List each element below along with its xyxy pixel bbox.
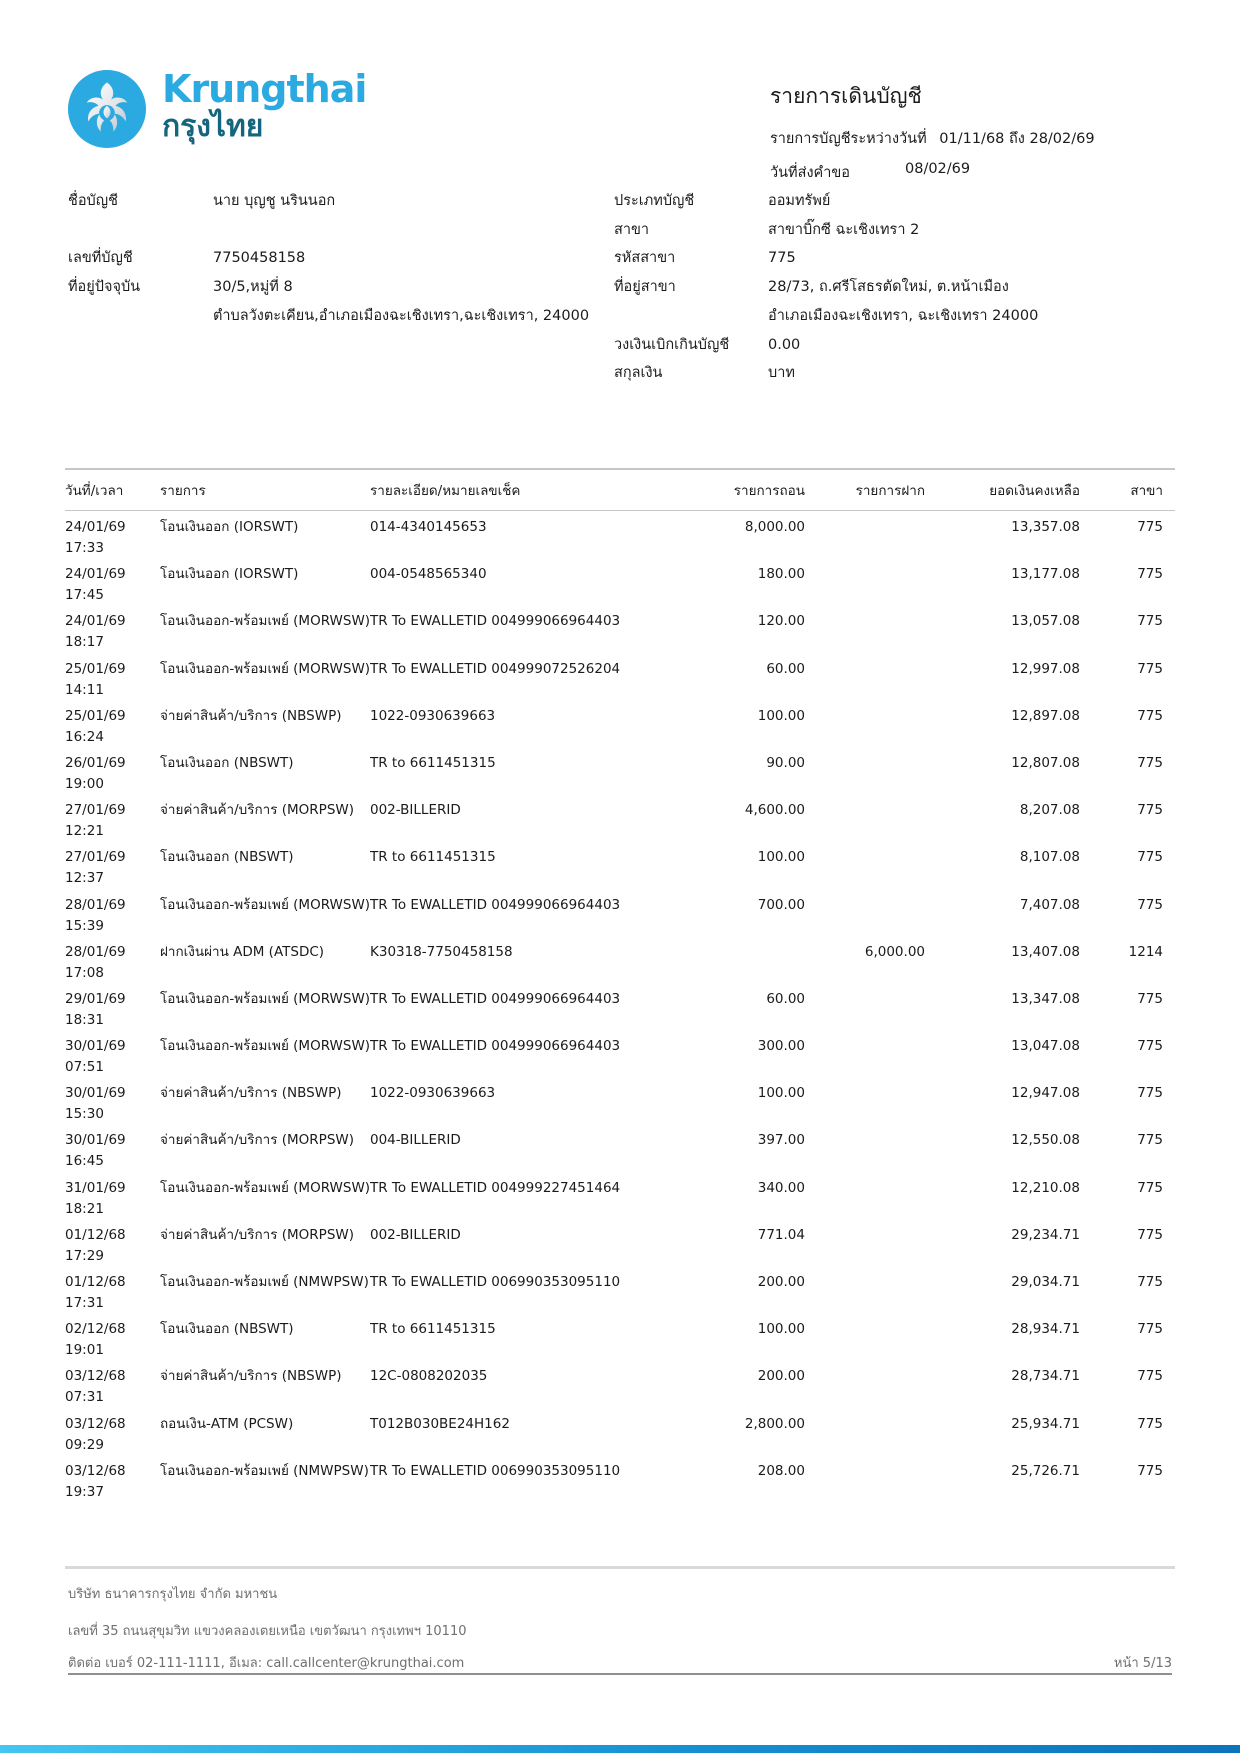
table-header-cell: รายการฝาก xyxy=(855,483,925,499)
account-field-label: ที่อยู่ปัจจุบัน xyxy=(68,279,141,296)
table-row xyxy=(65,841,1175,888)
cell-balance: 12,210.08 xyxy=(1011,1179,1080,1196)
cell-detail: TR To EWALLETID 006990353095110 xyxy=(370,1274,621,1290)
txn-date: 02/12/68 xyxy=(65,1321,126,1338)
cell-detail: TR To EWALLETID 004999066964403 xyxy=(370,990,621,1007)
cell-balance: 13,047.08 xyxy=(1011,1038,1080,1055)
cell-detail: TR To EWALLETID 004999066964403 xyxy=(370,613,621,630)
cell-datetime xyxy=(65,753,160,794)
cell-deposit xyxy=(805,564,925,605)
cell-description: จ่ายค่าสินค้า/บริการ (MORPSW) xyxy=(160,1132,355,1149)
cell-balance: 13,177.08 xyxy=(1011,566,1080,583)
cell-withdrawal: 100.00 xyxy=(757,1321,805,1338)
cell-detail: 1022-0930639663 xyxy=(370,707,496,724)
cell-datetime xyxy=(65,1178,160,1219)
cell-withdrawal: 90.00 xyxy=(766,754,805,771)
request-date-label: วันที่ส่งคำขอ xyxy=(770,165,851,181)
table-row xyxy=(65,511,1175,558)
account-field-value: 775 xyxy=(768,250,796,267)
statement-period xyxy=(770,127,1180,150)
cell-description: โอนเงินออก (IORSWT) xyxy=(160,566,299,583)
txn-date: 01/12/68 xyxy=(65,1226,126,1243)
cell-branch: 775 xyxy=(1137,519,1163,535)
txn-time: 17:31 xyxy=(65,1295,104,1311)
cell-balance: 7,407.08 xyxy=(1019,896,1080,913)
cell-balance: 12,550.08 xyxy=(1011,1132,1080,1149)
cell-description: ฝากเงินผ่าน ADM (ATSDC) xyxy=(160,943,325,960)
cell-datetime xyxy=(65,611,160,652)
table-row xyxy=(65,747,1175,794)
cell-description: โอนเงินออก-พร้อมเพย์ (MORWSW) xyxy=(160,896,370,913)
account-field-value: บาท xyxy=(768,365,795,382)
cell-withdrawal: 208.00 xyxy=(757,1462,805,1479)
cell-branch: 775 xyxy=(1137,1368,1163,1385)
cell-description: โอนเงินออก-พร้อมเพย์ (MORWSW) xyxy=(160,660,370,677)
cell-withdrawal: 4,600.00 xyxy=(744,802,805,819)
cell-withdrawal: 300.00 xyxy=(757,1038,805,1055)
txn-time: 18:31 xyxy=(65,1011,104,1028)
cell-detail: T012B030BE24H162 xyxy=(370,1415,510,1432)
brand-logo xyxy=(68,67,367,148)
cell-deposit xyxy=(805,517,925,558)
cell-datetime xyxy=(65,659,160,700)
txn-time: 14:11 xyxy=(65,681,104,698)
txn-date: 24/01/69 xyxy=(65,566,126,583)
cell-deposit xyxy=(805,1130,925,1171)
table-row xyxy=(65,1124,1175,1171)
cell-balance: 25,934.71 xyxy=(1011,1415,1080,1432)
txn-time: 19:00 xyxy=(65,775,104,792)
cell-deposit xyxy=(805,706,925,747)
cell-description: โอนเงินออก-พร้อมเพย์ (MORWSW) xyxy=(160,1038,370,1055)
bottom-brand-bar xyxy=(0,1745,1240,1753)
table-row xyxy=(65,936,1175,983)
table-row xyxy=(65,1172,1175,1219)
cell-branch: 775 xyxy=(1137,849,1163,866)
cell-branch: 1214 xyxy=(1128,943,1163,960)
txn-time: 17:08 xyxy=(65,964,104,981)
cell-branch: 775 xyxy=(1137,754,1163,771)
table-header-row xyxy=(65,468,1175,511)
cell-balance: 8,207.08 xyxy=(1019,802,1080,819)
txn-time: 16:45 xyxy=(65,1153,104,1170)
cell-detail: 004-0548565340 xyxy=(370,566,487,583)
table-header-cell: รายการถอน xyxy=(733,483,805,499)
txn-time: 15:30 xyxy=(65,1106,104,1123)
account-field-value-line2: ตำบลวังตะเคียน,อำเภอเมืองฉะเชิงเทรา,ฉะเชิงเทรา, 24000 xyxy=(213,307,590,324)
cell-deposit xyxy=(805,1366,925,1407)
cell-balance: 13,357.08 xyxy=(1011,519,1080,535)
cell-balance: 12,807.08 xyxy=(1011,754,1080,771)
cell-description: จ่ายค่าสินค้า/บริการ (NBSWP) xyxy=(160,707,342,724)
brand-name-th: กรุงไทย xyxy=(162,109,264,144)
cell-branch: 775 xyxy=(1137,802,1163,819)
cell-description: โอนเงินออก (NBSWT) xyxy=(160,754,294,771)
table-row xyxy=(65,558,1175,605)
txn-time: 18:21 xyxy=(65,1200,104,1217)
cell-detail: TR to 6611451315 xyxy=(370,849,496,866)
cell-balance: 12,997.08 xyxy=(1011,660,1080,677)
cell-deposit xyxy=(805,895,925,936)
txn-date: 31/01/69 xyxy=(65,1179,126,1196)
cell-deposit xyxy=(805,753,925,794)
table-row xyxy=(65,1455,1175,1502)
cell-branch: 775 xyxy=(1137,1321,1163,1338)
table-header-cell: รายละเอียด/หมายเลขเช็ค xyxy=(370,483,521,499)
txn-time: 12:21 xyxy=(65,823,104,840)
account-field-label: ที่อยู่สาขา xyxy=(614,279,676,296)
account-field-label: รหัสสาขา xyxy=(614,250,676,267)
table-row xyxy=(65,1030,1175,1077)
account-field-value-line2: อำเภอเมืองฉะเชิงเทรา, ฉะเชิงเทรา 24000 xyxy=(768,307,1039,324)
cell-detail: 002-BILLERID xyxy=(370,802,461,819)
cell-branch: 775 xyxy=(1137,660,1163,677)
table-row xyxy=(65,983,1175,1030)
txn-time: 17:45 xyxy=(65,587,104,604)
txn-date: 27/01/69 xyxy=(65,802,126,819)
cell-withdrawal: 100.00 xyxy=(757,707,805,724)
cell-datetime xyxy=(65,1366,160,1407)
table-row xyxy=(65,1077,1175,1124)
cell-deposit xyxy=(805,1083,925,1124)
account-field-label: วงเงินเบิกเกินบัญชี xyxy=(614,336,730,353)
footer-contact: ติดต่อ เบอร์ 02-111-1111, อีเมล: call.callcenter@krungthai.com xyxy=(68,1656,465,1671)
cell-detail: 002-BILLERID xyxy=(370,1226,461,1243)
cell-deposit xyxy=(805,847,925,888)
page-number: หน้า 5/13 xyxy=(1113,1656,1172,1671)
table-row xyxy=(65,1266,1175,1313)
table-row xyxy=(65,605,1175,652)
cell-branch: 775 xyxy=(1137,613,1163,630)
cell-datetime xyxy=(65,847,160,888)
txn-date: 30/01/69 xyxy=(65,1085,126,1102)
cell-withdrawal: 180.00 xyxy=(757,566,805,583)
cell-deposit xyxy=(805,1319,925,1360)
txn-date: 28/01/69 xyxy=(65,896,126,913)
cell-detail: TR To EWALLETID 004999066964403 xyxy=(370,896,621,913)
cell-datetime xyxy=(65,517,160,558)
table-row xyxy=(65,794,1175,841)
cell-withdrawal: 397.00 xyxy=(757,1132,805,1149)
document-title: รายการเดินบัญชี xyxy=(770,84,922,108)
statement-period-value: 01/11/68 ถึง 28/02/69 xyxy=(939,131,1095,147)
cell-description: โอนเงินออก-พร้อมเพย์ (MORWSW) xyxy=(160,1179,370,1196)
cell-datetime xyxy=(65,1225,160,1266)
txn-time: 07:51 xyxy=(65,1059,104,1076)
cell-withdrawal: 60.00 xyxy=(766,660,805,677)
brand-name-en: Krungthai xyxy=(162,67,367,111)
account-field-label: สกุลเงิน xyxy=(614,365,663,382)
cell-branch: 775 xyxy=(1137,1038,1163,1055)
table-header-cell: รายการ xyxy=(160,483,206,499)
cell-balance: 29,234.71 xyxy=(1011,1226,1080,1243)
cell-branch: 775 xyxy=(1137,707,1163,724)
cell-balance: 13,407.08 xyxy=(1011,943,1080,960)
transactions-table xyxy=(65,468,1175,1502)
table-header-cell: สาขา xyxy=(1130,483,1163,499)
cell-branch: 775 xyxy=(1137,1179,1163,1196)
txn-date: 24/01/69 xyxy=(65,519,126,535)
cell-branch: 775 xyxy=(1137,1274,1163,1290)
txn-time: 17:33 xyxy=(65,540,104,556)
table-row xyxy=(65,700,1175,747)
txn-date: 24/01/69 xyxy=(65,613,126,630)
cell-withdrawal xyxy=(650,942,805,983)
cell-detail: TR To EWALLETID 004999227451464 xyxy=(370,1179,621,1196)
cell-withdrawal: 60.00 xyxy=(766,990,805,1007)
cell-branch: 775 xyxy=(1137,566,1163,583)
cell-deposit xyxy=(805,1272,925,1313)
txn-date: 30/01/69 xyxy=(65,1132,126,1149)
txn-time: 19:37 xyxy=(65,1483,104,1500)
cell-description: จ่ายค่าสินค้า/บริการ (MORPSW) xyxy=(160,802,355,819)
txn-time: 18:17 xyxy=(65,634,104,651)
cell-description: โอนเงินออก-พร้อมเพย์ (MORWSW) xyxy=(160,613,370,630)
table-row xyxy=(65,1219,1175,1266)
account-field-label: เลขที่บัญชี xyxy=(68,250,133,267)
cell-withdrawal: 200.00 xyxy=(757,1368,805,1385)
cell-balance: 12,897.08 xyxy=(1011,707,1080,724)
cell-description: จ่ายค่าสินค้า/บริการ (NBSWP) xyxy=(160,1085,342,1102)
cell-deposit xyxy=(805,1461,925,1502)
cell-withdrawal: 340.00 xyxy=(757,1179,805,1196)
footer-address: เลขที่ 35 ถนนสุขุมวิท แขวงคลองเตยเหนือ เขตวัฒนา กรุงเทพฯ 10110 xyxy=(68,1624,467,1639)
cell-deposit xyxy=(805,1178,925,1219)
txn-time: 17:29 xyxy=(65,1247,104,1264)
krungthai-bird-icon xyxy=(68,70,146,148)
cell-detail: 12C-0808202035 xyxy=(370,1368,488,1385)
txn-date: 26/01/69 xyxy=(65,754,126,771)
account-field-value: นาย บุญชู นรินนอก xyxy=(213,193,336,209)
cell-balance: 8,107.08 xyxy=(1019,849,1080,866)
cell-detail: TR to 6611451315 xyxy=(370,1321,496,1338)
cell-datetime xyxy=(65,895,160,936)
txn-date: 27/01/69 xyxy=(65,849,126,866)
cell-branch: 775 xyxy=(1137,1226,1163,1243)
cell-datetime xyxy=(65,1130,160,1171)
footer-company: บริษัท ธนาคารกรุงไทย จำกัด มหาชน xyxy=(68,1587,278,1602)
cell-description: โอนเงินออก (NBSWT) xyxy=(160,1321,294,1338)
txn-date: 25/01/69 xyxy=(65,660,126,677)
cell-description: โอนเงินออก-พร้อมเพย์ (NMWPSW) xyxy=(160,1462,369,1479)
txn-date: 03/12/68 xyxy=(65,1415,126,1432)
account-field-value: สาขาบิ๊กซี ฉะเชิงเทรา 2 xyxy=(768,221,920,238)
cell-deposit: 6,000.00 xyxy=(864,943,925,960)
cell-description: จ่ายค่าสินค้า/บริการ (MORPSW) xyxy=(160,1226,355,1243)
account-field-value: 28/73, ถ.ศรีโสธรตัดใหม่, ต.หน้าเมือง xyxy=(768,279,1009,296)
account-field-value: 7750458158 xyxy=(213,250,306,267)
cell-detail: TR to 6611451315 xyxy=(370,754,496,771)
cell-detail: TR To EWALLETID 006990353095110 xyxy=(370,1462,621,1479)
cell-deposit xyxy=(805,1036,925,1077)
table-row xyxy=(65,1313,1175,1360)
cell-description: โอนเงินออก (IORSWT) xyxy=(160,519,299,535)
account-field-value: ออมทรัพย์ xyxy=(768,193,831,209)
cell-detail: TR To EWALLETID 004999066964403 xyxy=(370,1038,621,1055)
cell-description: โอนเงินออก (NBSWT) xyxy=(160,849,294,866)
account-field-label: ชื่อบัญชี xyxy=(68,193,118,209)
cell-detail: TR To EWALLETID 004999072526204 xyxy=(370,660,621,677)
cell-branch: 775 xyxy=(1137,1085,1163,1102)
table-row xyxy=(65,1360,1175,1407)
cell-description: จ่ายค่าสินค้า/บริการ (NBSWP) xyxy=(160,1368,342,1385)
cell-datetime xyxy=(65,1461,160,1502)
cell-datetime xyxy=(65,706,160,747)
txn-time: 09:29 xyxy=(65,1436,104,1453)
table-bottom-divider xyxy=(65,1566,1175,1569)
cell-withdrawal: 700.00 xyxy=(757,896,805,913)
cell-deposit xyxy=(805,659,925,700)
cell-withdrawal: 771.04 xyxy=(757,1226,805,1243)
document-header xyxy=(770,80,1180,190)
cell-withdrawal: 8,000.00 xyxy=(744,519,805,535)
cell-withdrawal: 200.00 xyxy=(757,1274,805,1290)
cell-detail: 1022-0930639663 xyxy=(370,1085,496,1102)
txn-time: 07:31 xyxy=(65,1389,104,1406)
cell-detail: 014-4340145653 xyxy=(370,519,487,535)
cell-balance: 28,934.71 xyxy=(1011,1321,1080,1338)
cell-deposit xyxy=(805,1225,925,1266)
cell-deposit xyxy=(805,611,925,652)
cell-balance: 12,947.08 xyxy=(1011,1085,1080,1102)
cell-datetime xyxy=(65,1083,160,1124)
txn-date: 28/01/69 xyxy=(65,943,126,960)
cell-detail: 004-BILLERID xyxy=(370,1132,461,1149)
account-field-value: 0.00 xyxy=(768,336,801,353)
cell-balance: 25,726.71 xyxy=(1011,1462,1080,1479)
txn-date: 25/01/69 xyxy=(65,707,126,724)
cell-balance: 13,347.08 xyxy=(1011,990,1080,1007)
cell-deposit xyxy=(805,989,925,1030)
cell-withdrawal: 100.00 xyxy=(757,849,805,866)
table-header-cell: วันที่/เวลา xyxy=(65,483,124,499)
account-field-label: สาขา xyxy=(614,221,650,238)
cell-withdrawal: 2,800.00 xyxy=(744,1415,805,1432)
cell-datetime xyxy=(65,1272,160,1313)
cell-branch: 775 xyxy=(1137,1415,1163,1432)
cell-datetime xyxy=(65,989,160,1030)
cell-description: โอนเงินออก-พร้อมเพย์ (NMWPSW) xyxy=(160,1274,369,1290)
cell-branch: 775 xyxy=(1137,896,1163,913)
cell-balance: 29,034.71 xyxy=(1011,1274,1080,1290)
cell-branch: 775 xyxy=(1137,990,1163,1007)
txn-date: 29/01/69 xyxy=(65,990,126,1007)
cell-datetime xyxy=(65,1319,160,1360)
txn-date: 03/12/68 xyxy=(65,1462,126,1479)
request-date xyxy=(770,161,1180,181)
statement-period-label: รายการบัญชีระหว่างวันที่ xyxy=(770,131,927,147)
cell-description: ถอนเงิน-ATM (PCSW) xyxy=(160,1415,294,1432)
txn-time: 16:24 xyxy=(65,728,104,745)
cell-branch: 775 xyxy=(1137,1462,1163,1479)
cell-deposit xyxy=(805,1414,925,1455)
table-row xyxy=(65,1408,1175,1455)
txn-date: 01/12/68 xyxy=(65,1274,126,1290)
cell-withdrawal: 120.00 xyxy=(757,613,805,630)
table-row xyxy=(65,889,1175,936)
table-header-cell: ยอดเงินคงเหลือ xyxy=(989,483,1080,499)
footer-divider xyxy=(68,1673,1172,1675)
cell-datetime xyxy=(65,942,160,983)
cell-deposit xyxy=(805,800,925,841)
cell-balance: 28,734.71 xyxy=(1011,1368,1080,1385)
cell-detail: K30318-7750458158 xyxy=(370,943,513,960)
txn-time: 12:37 xyxy=(65,870,104,887)
txn-time: 15:39 xyxy=(65,917,104,934)
txn-date: 30/01/69 xyxy=(65,1038,126,1055)
txn-time: 19:01 xyxy=(65,1342,104,1359)
account-field-label: ประเภทบัญชี xyxy=(614,193,695,209)
cell-description: โอนเงินออก-พร้อมเพย์ (MORWSW) xyxy=(160,990,370,1007)
txn-date: 03/12/68 xyxy=(65,1368,126,1385)
cell-datetime xyxy=(65,1414,160,1455)
cell-datetime xyxy=(65,564,160,605)
cell-datetime xyxy=(65,1036,160,1077)
cell-datetime xyxy=(65,800,160,841)
cell-withdrawal: 100.00 xyxy=(757,1085,805,1102)
account-field-value: 30/5,หมู่ที่ 8 xyxy=(213,279,293,296)
table-row xyxy=(65,653,1175,700)
cell-branch: 775 xyxy=(1137,1132,1163,1149)
cell-balance: 13,057.08 xyxy=(1011,613,1080,630)
request-date-value: 08/02/69 xyxy=(905,161,971,177)
